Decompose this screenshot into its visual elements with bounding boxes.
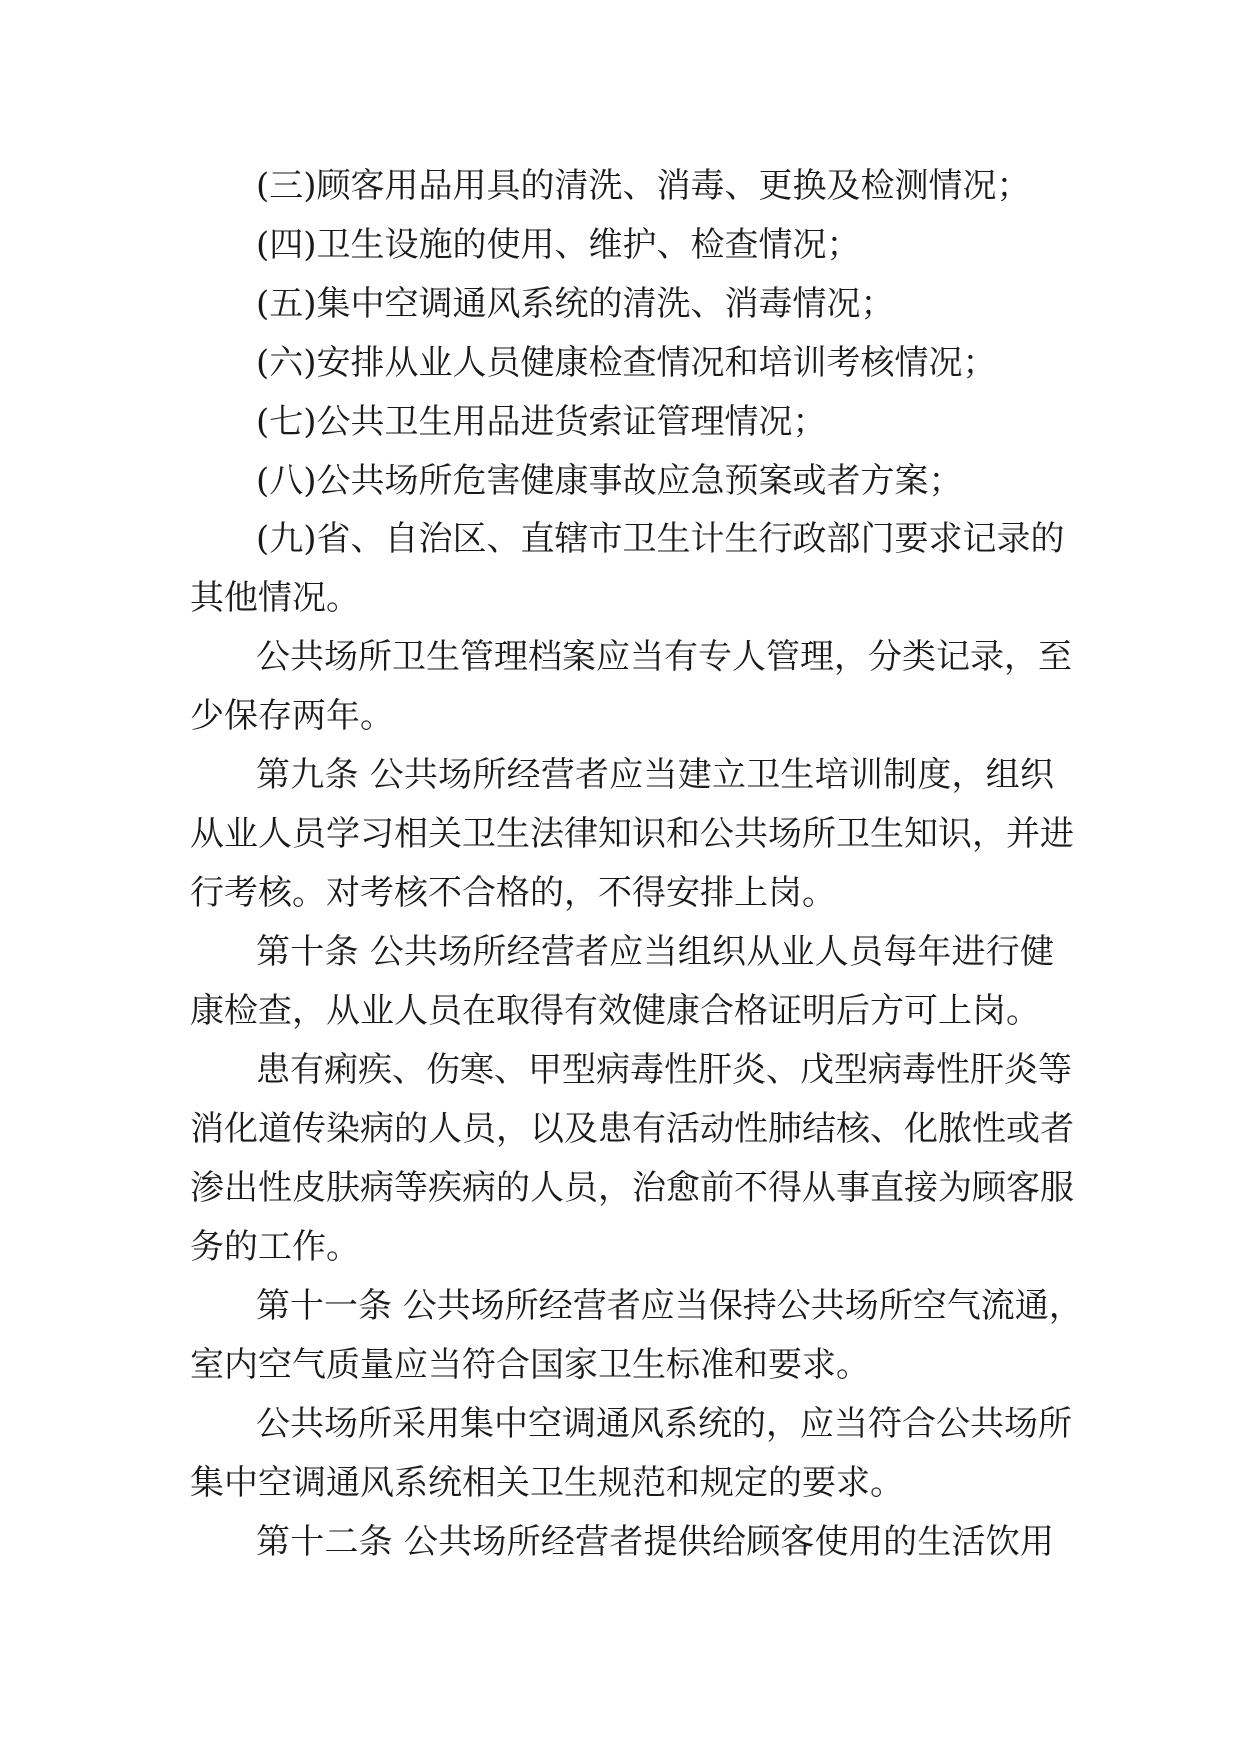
text-line: (三)顾客用品用具的清洗、消毒、更换及检测情况； xyxy=(256,166,1031,206)
text-line: 渗出性皮肤病等疾病的人员，治愈前不得从事直接为顾客服 xyxy=(190,1168,1074,1208)
text-line: 第十条 公共场所经营者应当组织从业人员每年进行健 xyxy=(256,932,1054,972)
text-line: 消化道传染病的人员，以及患有活动性肺结核、化脓性或者 xyxy=(190,1109,1074,1149)
text-line: 康检查，从业人员在取得有效健康合格证明后方可上岗。 xyxy=(190,991,1040,1031)
text-line: 从业人员学习相关卫生法律知识和公共场所卫生知识，并进 xyxy=(190,814,1074,854)
text-line: 室内空气质量应当符合国家卫生标准和要求。 xyxy=(190,1345,870,1385)
text-line: 第十一条 公共场所经营者应当保持公共场所空气流通， xyxy=(256,1286,1083,1326)
text-line: 行考核。对考核不合格的，不得安排上岗。 xyxy=(190,873,836,913)
text-line: 集中空调通风系统相关卫生规范和规定的要求。 xyxy=(190,1463,904,1503)
text-line: (七)公共卫生用品进货索证管理情况； xyxy=(256,402,827,442)
text-line: 第十二条 公共场所经营者提供给顾客使用的生活饮用 xyxy=(256,1522,1054,1562)
text-line: 患有痢疾、伤寒、甲型病毒性肝炎、戊型病毒性肝炎等 xyxy=(256,1050,1072,1090)
text-line: 公共场所采用集中空调通风系统的，应当符合公共场所 xyxy=(256,1404,1072,1444)
text-line: (六)安排从业人员健康检查情况和培训考核情况； xyxy=(256,343,997,383)
text-line: 务的工作。 xyxy=(190,1227,360,1267)
text-line: (五)集中空调通风系统的清洗、消毒情况； xyxy=(256,284,895,324)
text-line: (九)省、自治区、直辖市卫生计生行政部门要求记录的 xyxy=(256,519,1065,559)
text-line: (八)公共场所危害健康事故应急预案或者方案； xyxy=(256,461,963,501)
text-line: 第九条 公共场所经营者应当建立卫生培训制度，组织 xyxy=(256,755,1054,795)
text-line: (四)卫生设施的使用、维护、检查情况； xyxy=(256,225,861,265)
text-line: 少保存两年。 xyxy=(190,696,394,736)
text-line: 公共场所卫生管理档案应当有专人管理，分类记录，至 xyxy=(256,637,1072,677)
text-line: 其他情况。 xyxy=(190,578,360,618)
